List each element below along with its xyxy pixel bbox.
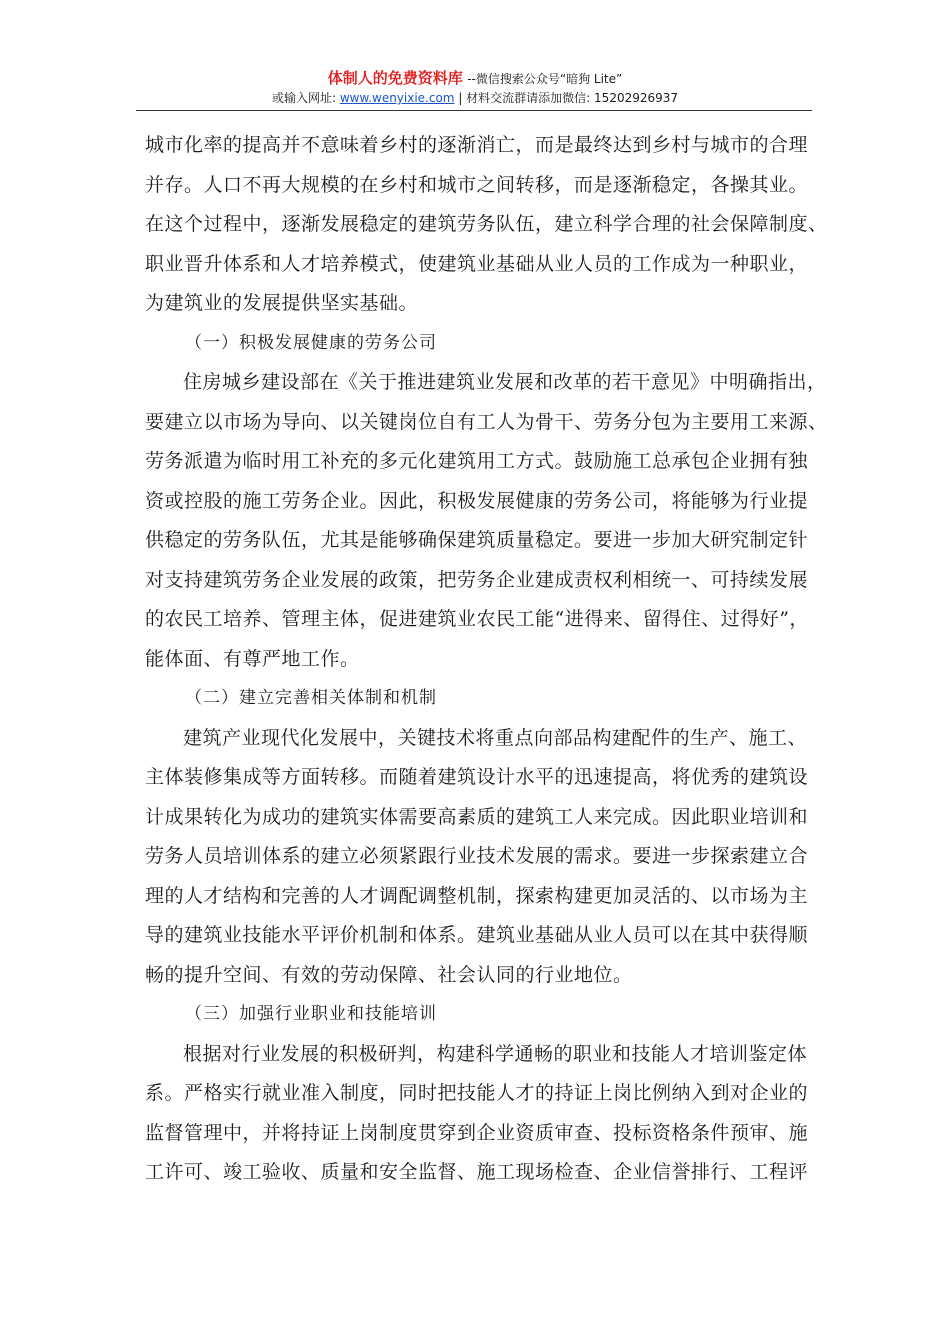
text-line: 为建筑业的发展提供坚实基础。: [145, 292, 419, 314]
header-contact: | 材料交流群请添加微信: 15202926937: [458, 91, 679, 105]
header-brand: 体制人的免费资料库: [327, 69, 463, 87]
text-line: 能体面、有尊严地工作。: [145, 647, 360, 670]
header-title-line: [0, 68, 950, 89]
document-body: [145, 126, 828, 1193]
text-line: 并存。人口不再大规模的在乡村和城市之间转移，而是逐渐稳定，各操其业。: [145, 173, 809, 196]
header-divider: [136, 110, 812, 111]
text-line: 劳务人员培训体系的建立必须紧跟行业技术发展的需求。要进一步探索建立合: [145, 845, 809, 867]
section-heading: （一）积极发展健康的劳务公司: [185, 332, 437, 353]
section-heading: （三）加强行业职业和技能培训: [185, 1004, 437, 1024]
paragraph: [145, 1035, 810, 1193]
paragraph: [145, 719, 810, 996]
paragraph: [145, 363, 828, 679]
text-line: 主体装修集成等方面转移。而随着建筑设计水平的迅速提高，将优秀的建筑设: [145, 766, 809, 788]
header-url-link[interactable]: www.wenyixie.com: [339, 91, 455, 105]
page-header: [0, 68, 950, 107]
text-line: 理的人才结构和完善的人才调配调整机制，探索构建更加灵活的、以市场为主: [145, 884, 809, 907]
header-tagline: --微信搜索公众号“暗狗 Lite”: [467, 72, 623, 86]
text-line: 导的建筑业技能水平评价机制和体系。建筑业基础从业人员可以在其中获得顺: [145, 924, 809, 946]
text-line: 在这个过程中，逐渐发展稳定的建筑劳务队伍，建立科学合理的社会保障制度、: [145, 213, 828, 235]
section-heading: （二）建立完善相关体制和机制: [185, 688, 437, 708]
paragraph: [145, 126, 828, 324]
text-line: 住房城乡建设部在《关于推进建筑业发展和改革的若干意见》中明确指出，: [183, 371, 827, 393]
text-line: 监督管理中，并将持证上岗制度贯穿到企业资质审查、投标资格条件预审、施: [145, 1121, 809, 1144]
text-line: 职业晋升体系和人才培养模式，使建筑业基础从业人员的工作成为一种职业，: [145, 252, 809, 275]
text-line: 要建立以市场为导向、以关键岗位自有工人为骨干、劳务分包为主要用工来源、: [145, 410, 828, 433]
text-line: 工许可、竣工验收、质量和安全监督、施工现场检查、企业信誉排行、工程评: [145, 1161, 809, 1183]
text-line: 劳务派遣为临时用工补充的多元化建筑用工方式。鼓励施工总承包企业拥有独: [145, 450, 809, 472]
text-line: 畅的提升空间、有效的劳动保障、社会认同的行业地位。: [145, 963, 633, 986]
text-line: 计成果转化为成功的建筑实体需要高素质的建筑工人来完成。因此职业培训和: [145, 805, 809, 828]
text-line: 资或控股的施工劳务企业。因此，积极发展健康的劳务公司，将能够为行业提: [145, 489, 809, 512]
text-line: 的农民工培养、管理主体，促进建筑业农民工能“进得来、留得住、过得好”，: [145, 608, 809, 630]
text-line: 系。严格实行就业准入制度，同时把技能人才的持证上岗比例纳入到对企业的: [145, 1082, 809, 1104]
text-line: 建筑产业现代化发展中，关键技术将重点向部品构建配件的生产、施工、: [183, 726, 808, 749]
header-info-line: [0, 89, 950, 107]
text-line: 对支持建筑劳务企业发展的政策，把劳务企业建成责权利相统一、可持续发展: [145, 568, 809, 591]
text-line: 城市化率的提高并不意味着乡村的逐渐消亡，而是最终达到乡村与城市的合理: [145, 134, 809, 156]
header-url-prefix: 或输入网址:: [271, 91, 337, 105]
text-line: 供稳定的劳务队伍，尤其是能够确保建筑质量稳定。要进一步加大研究制定针: [145, 529, 809, 551]
text-line: 根据对行业发展的积极研判，构建科学通畅的职业和技能人才培训鉴定体: [183, 1042, 808, 1065]
